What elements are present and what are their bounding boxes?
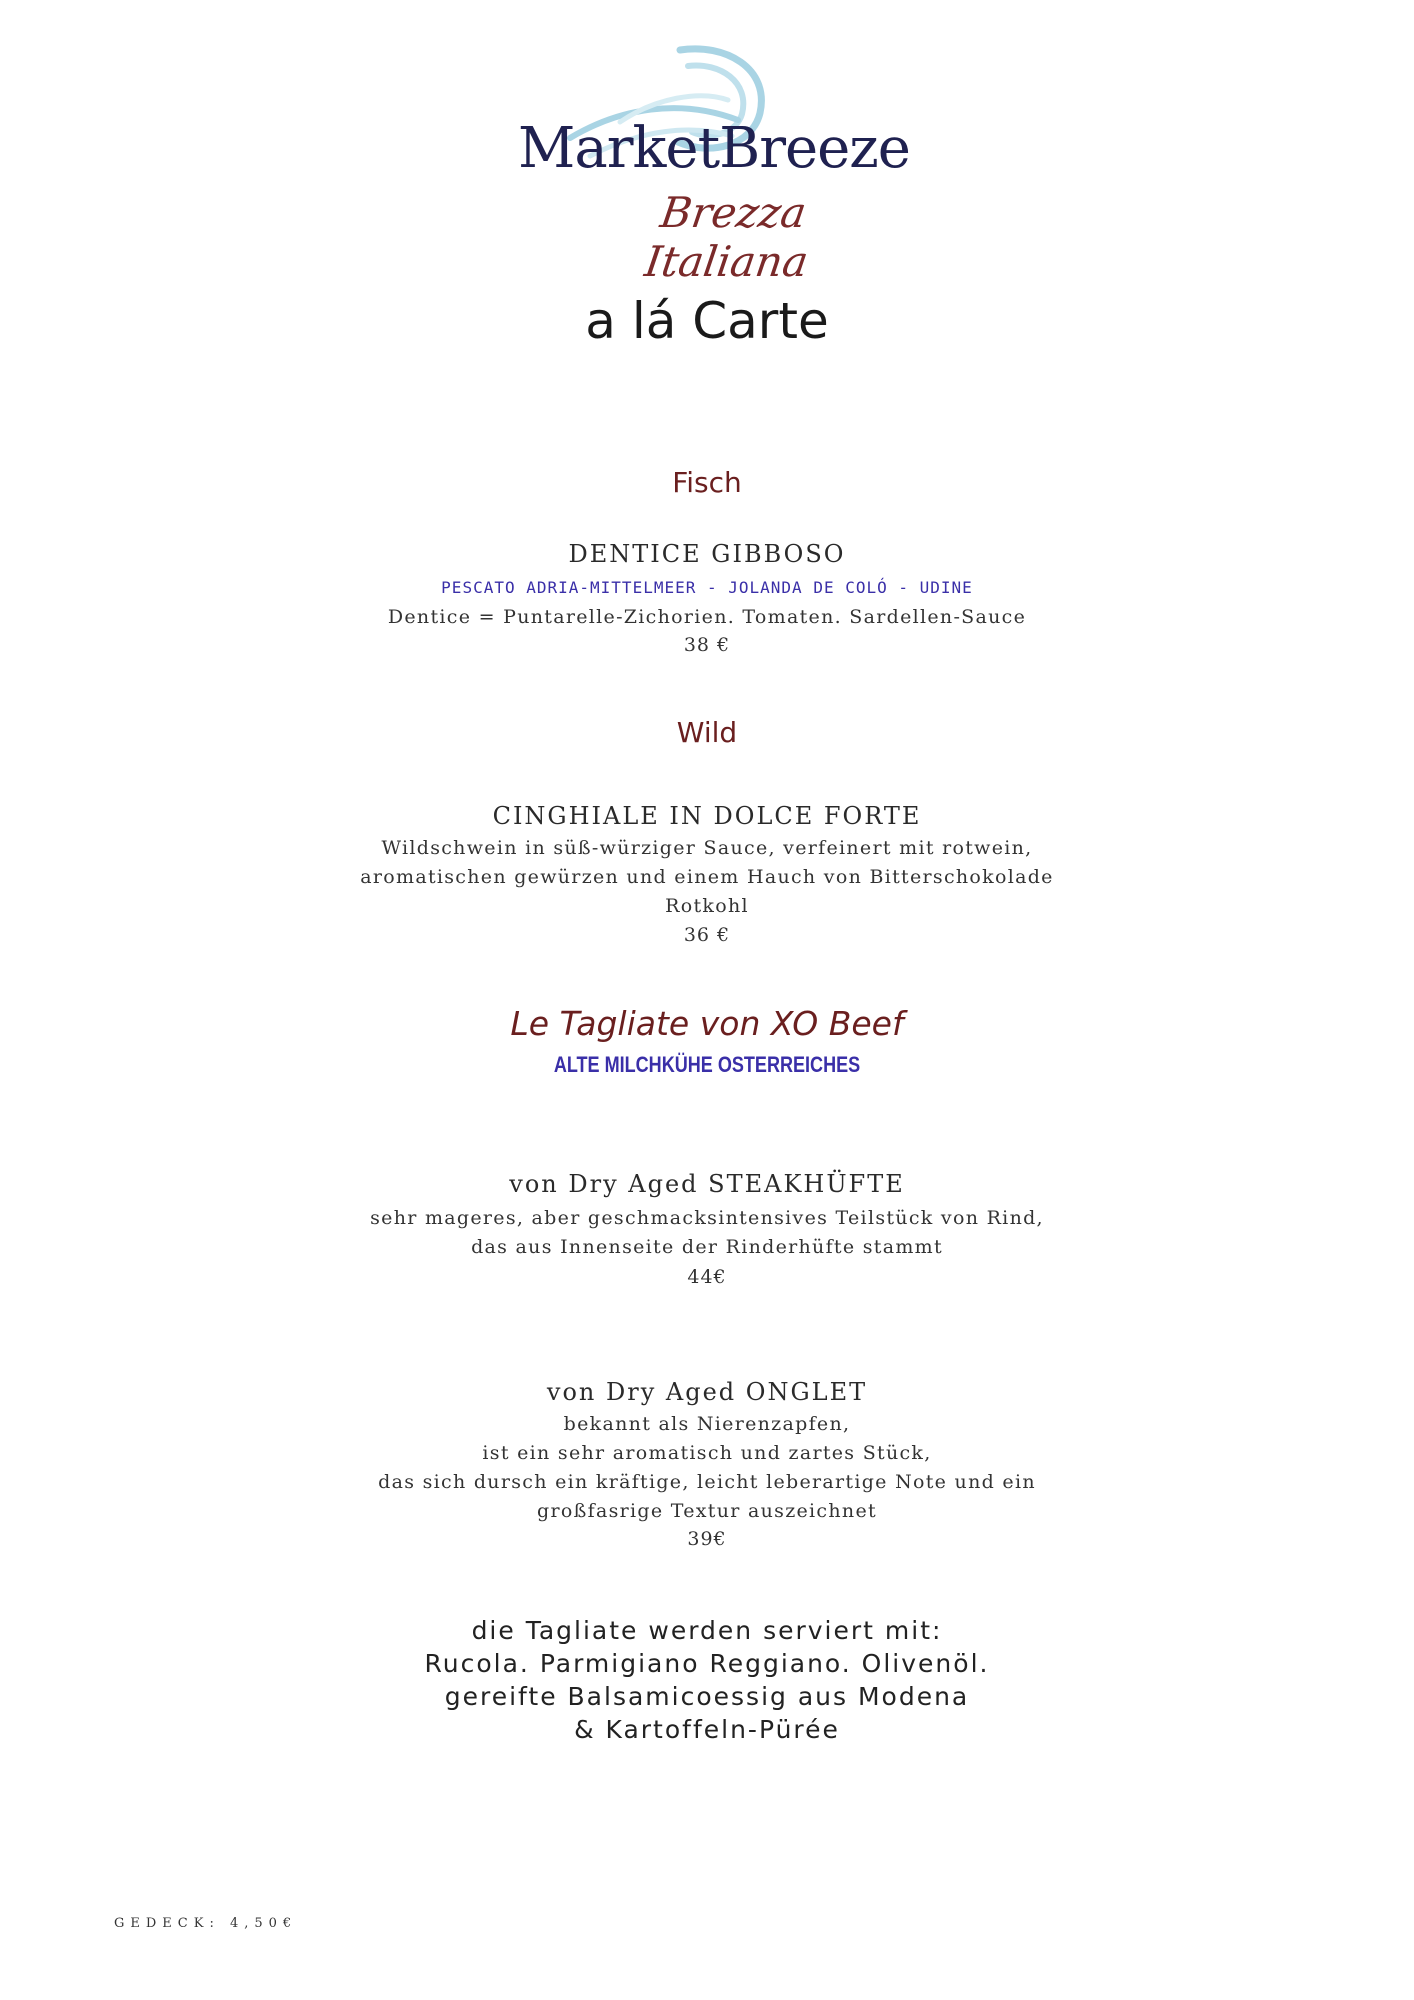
section-heading-wild: Wild: [676, 716, 738, 749]
dish-description-line: ist ein sehr aromatisch und zartes Stück,: [482, 1442, 932, 1464]
dish-description-line: sehr mageres, aber geschmacksintensives Teilstück von Rind,: [370, 1207, 1044, 1229]
logo-name: MarketBreeze: [518, 116, 910, 181]
dish-origin: PESCATO ADRIA-MITTELMEER - JOLANDA DE COLÓ - UDINE: [441, 578, 973, 597]
dish-description-line: das sich dursch ein kräftige, leicht leberartige Note und ein: [378, 1471, 1036, 1493]
dish-description-line: Rotkohl: [665, 895, 749, 917]
page-title: a lá Carte: [585, 292, 829, 350]
logo-script: Brezza Italiana: [641, 188, 812, 286]
dish-description-line: Wildschwein in süß-würziger Sauce, verfeinert mit rotwein,: [381, 837, 1033, 859]
dish-description-line: bekannt als Nierenzapfen,: [563, 1413, 851, 1435]
dish-price: 39€: [687, 1528, 727, 1550]
dish-price: 38 €: [683, 634, 731, 656]
dish-description: Dentice = Puntarelle-Zichorien. Tomaten. Sardellen-Sauce: [387, 606, 1027, 628]
dish-name: CINGHIALE IN DOLCE FORTE: [492, 802, 922, 830]
logo: [500, 38, 920, 286]
serving-note-line: Rucola. Parmigiano Reggiano. Olivenöl.: [424, 1649, 990, 1678]
dish-name: DENTICE GIBBOSO: [568, 540, 846, 568]
dish-price: 44€: [687, 1266, 727, 1288]
serving-note-line: gereifte Balsamicoessig aus Modena: [444, 1682, 970, 1711]
dish-name: von Dry Aged ONGLET: [546, 1378, 868, 1406]
serving-note-line: die Tagliate werden serviert mit:: [471, 1616, 943, 1645]
dish-description-line: großfasrige Textur auszeichnet: [537, 1500, 877, 1522]
serving-note-line: & Kartoffeln-Pürée: [574, 1715, 840, 1744]
dish-price: 36 €: [683, 924, 731, 946]
dish-description-line: aromatischen gewürzen und einem Hauch von Bitterschokolade: [360, 866, 1054, 888]
section-heading-fisch: Fisch: [672, 466, 742, 499]
dish-name: von Dry Aged STEAKHÜFTE: [509, 1170, 905, 1198]
cover-charge: GEDECK: 4,50€: [114, 1916, 298, 1931]
section-heading-tagliate: Le Tagliate von XO Beef: [510, 1004, 904, 1043]
section-subheading: ALTE MILCHKÜHE OSTERREICHES: [553, 1052, 861, 1077]
dish-description-line: das aus Innenseite der Rinderhüfte stammt: [471, 1236, 943, 1258]
